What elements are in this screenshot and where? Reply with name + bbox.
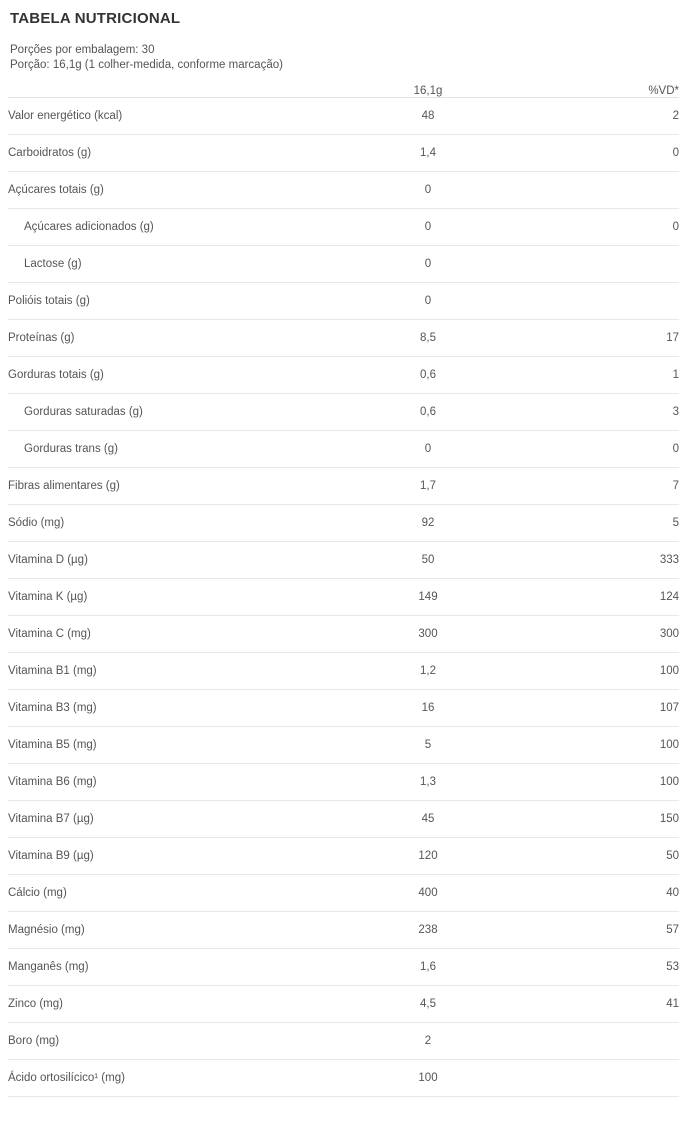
nutrient-name: Boro (mg) xyxy=(8,1023,338,1060)
table-row xyxy=(8,542,679,579)
nutrient-name: Vitamina B9 (µg) xyxy=(8,838,338,875)
nutrient-daily-value: 300 xyxy=(518,616,679,653)
table-body xyxy=(8,98,679,1097)
table-header-row xyxy=(8,85,679,98)
table-row xyxy=(8,653,679,690)
nutrient-daily-value: 7 xyxy=(518,468,679,505)
nutrient-name: Gorduras totais (g) xyxy=(8,357,338,394)
nutrient-daily-value xyxy=(518,246,679,283)
nutrient-amount: 0,6 xyxy=(338,357,518,394)
nutrient-daily-value: 333 xyxy=(518,542,679,579)
table-row xyxy=(8,394,679,431)
table-row xyxy=(8,505,679,542)
nutrient-amount: 50 xyxy=(338,542,518,579)
nutrient-amount: 1,4 xyxy=(338,135,518,172)
servings-per-package: Porções por embalagem: 30 xyxy=(10,44,155,56)
nutrient-name: Vitamina C (mg) xyxy=(8,616,338,653)
table-row xyxy=(8,1060,679,1097)
nutrient-name: Vitamina B5 (mg) xyxy=(8,727,338,764)
nutrient-daily-value: 0 xyxy=(518,431,679,468)
nutrient-amount: 5 xyxy=(338,727,518,764)
table-row xyxy=(8,209,679,246)
nutrient-amount: 0 xyxy=(338,246,518,283)
nutrient-daily-value: 17 xyxy=(518,320,679,357)
nutrient-daily-value: 40 xyxy=(518,875,679,912)
table-row xyxy=(8,801,679,838)
nutrient-daily-value xyxy=(518,283,679,320)
nutrient-name: Vitamina B1 (mg) xyxy=(8,653,338,690)
nutrient-amount: 45 xyxy=(338,801,518,838)
table-row xyxy=(8,875,679,912)
nutrition-facts-panel xyxy=(0,10,687,1097)
table-row xyxy=(8,431,679,468)
table-head xyxy=(8,85,679,98)
nutrient-amount: 0 xyxy=(338,172,518,209)
nutrient-daily-value: 0 xyxy=(518,135,679,172)
nutrient-name: Sódio (mg) xyxy=(8,505,338,542)
nutrient-daily-value: 100 xyxy=(518,653,679,690)
nutrient-daily-value xyxy=(518,1023,679,1060)
nutrient-daily-value: 100 xyxy=(518,727,679,764)
table-row xyxy=(8,838,679,875)
table-row xyxy=(8,764,679,801)
nutrient-amount: 1,2 xyxy=(338,653,518,690)
nutrient-name: Cálcio (mg) xyxy=(8,875,338,912)
nutrient-amount: 92 xyxy=(338,505,518,542)
table-row xyxy=(8,912,679,949)
nutrient-amount: 48 xyxy=(338,98,518,135)
table-row xyxy=(8,246,679,283)
nutrient-name: Fibras alimentares (g) xyxy=(8,468,338,505)
nutrient-name: Magnésio (mg) xyxy=(8,912,338,949)
table-row xyxy=(8,357,679,394)
nutrient-amount: 2 xyxy=(338,1023,518,1060)
nutrient-name: Açúcares adicionados (g) xyxy=(8,209,338,246)
nutrient-name: Lactose (g) xyxy=(8,246,338,283)
nutrient-amount: 1,3 xyxy=(338,764,518,801)
table-row xyxy=(8,949,679,986)
nutrient-name: Vitamina B7 (µg) xyxy=(8,801,338,838)
table-row xyxy=(8,579,679,616)
nutrient-name: Proteínas (g) xyxy=(8,320,338,357)
nutrient-amount: 4,5 xyxy=(338,986,518,1023)
nutrient-daily-value xyxy=(518,1060,679,1097)
nutrient-amount: 0 xyxy=(338,209,518,246)
table-row xyxy=(8,986,679,1023)
column-header-amount: 16,1g xyxy=(338,85,518,98)
table-row xyxy=(8,1023,679,1060)
nutrient-name: Gorduras saturadas (g) xyxy=(8,394,338,431)
nutrient-name: Vitamina D (µg) xyxy=(8,542,338,579)
serving-info xyxy=(8,43,679,73)
nutrient-daily-value: 1 xyxy=(518,357,679,394)
table-row xyxy=(8,283,679,320)
table-row xyxy=(8,727,679,764)
nutrient-amount: 149 xyxy=(338,579,518,616)
table-row xyxy=(8,98,679,135)
nutrient-name: Zinco (mg) xyxy=(8,986,338,1023)
nutrition-table xyxy=(8,85,679,1097)
nutrient-name: Ácido ortosilícico¹ (mg) xyxy=(8,1060,338,1097)
nutrient-daily-value: 100 xyxy=(518,764,679,801)
nutrient-name: Açúcares totais (g) xyxy=(8,172,338,209)
nutrient-name: Carboidratos (g) xyxy=(8,135,338,172)
nutrient-amount: 100 xyxy=(338,1060,518,1097)
nutrient-name: Vitamina B6 (mg) xyxy=(8,764,338,801)
table-row xyxy=(8,690,679,727)
nutrient-name: Polióis totais (g) xyxy=(8,283,338,320)
nutrient-daily-value: 124 xyxy=(518,579,679,616)
table-row xyxy=(8,468,679,505)
nutrient-name: Manganês (mg) xyxy=(8,949,338,986)
column-header-daily-value: %VD* xyxy=(518,85,679,98)
nutrient-daily-value: 5 xyxy=(518,505,679,542)
nutrient-amount: 8,5 xyxy=(338,320,518,357)
nutrient-amount: 1,7 xyxy=(338,468,518,505)
table-row xyxy=(8,172,679,209)
nutrient-daily-value: 2 xyxy=(518,98,679,135)
serving-size: Porção: 16,1g (1 colher-medida, conforme marcação) xyxy=(10,59,283,71)
nutrient-amount: 238 xyxy=(338,912,518,949)
nutrient-daily-value: 150 xyxy=(518,801,679,838)
table-row xyxy=(8,616,679,653)
nutrient-daily-value: 3 xyxy=(518,394,679,431)
nutrient-amount: 120 xyxy=(338,838,518,875)
nutrient-amount: 16 xyxy=(338,690,518,727)
table-row xyxy=(8,135,679,172)
nutrient-amount: 400 xyxy=(338,875,518,912)
column-header-nutrient xyxy=(8,85,338,98)
nutrient-daily-value: 0 xyxy=(518,209,679,246)
nutrient-daily-value: 50 xyxy=(518,838,679,875)
nutrient-daily-value: 41 xyxy=(518,986,679,1023)
nutrient-name: Valor energético (kcal) xyxy=(8,98,338,135)
nutrient-daily-value: 53 xyxy=(518,949,679,986)
nutrient-amount: 0 xyxy=(338,431,518,468)
nutrient-amount: 1,6 xyxy=(338,949,518,986)
nutrient-daily-value xyxy=(518,172,679,209)
nutrient-name: Vitamina B3 (mg) xyxy=(8,690,338,727)
nutrient-name: Gorduras trans (g) xyxy=(8,431,338,468)
nutrient-daily-value: 107 xyxy=(518,690,679,727)
page-title: TABELA NUTRICIONAL xyxy=(10,10,181,27)
nutrient-amount: 300 xyxy=(338,616,518,653)
table-row xyxy=(8,320,679,357)
nutrient-amount: 0,6 xyxy=(338,394,518,431)
nutrient-daily-value: 57 xyxy=(518,912,679,949)
nutrient-name: Vitamina K (µg) xyxy=(8,579,338,616)
nutrient-amount: 0 xyxy=(338,283,518,320)
